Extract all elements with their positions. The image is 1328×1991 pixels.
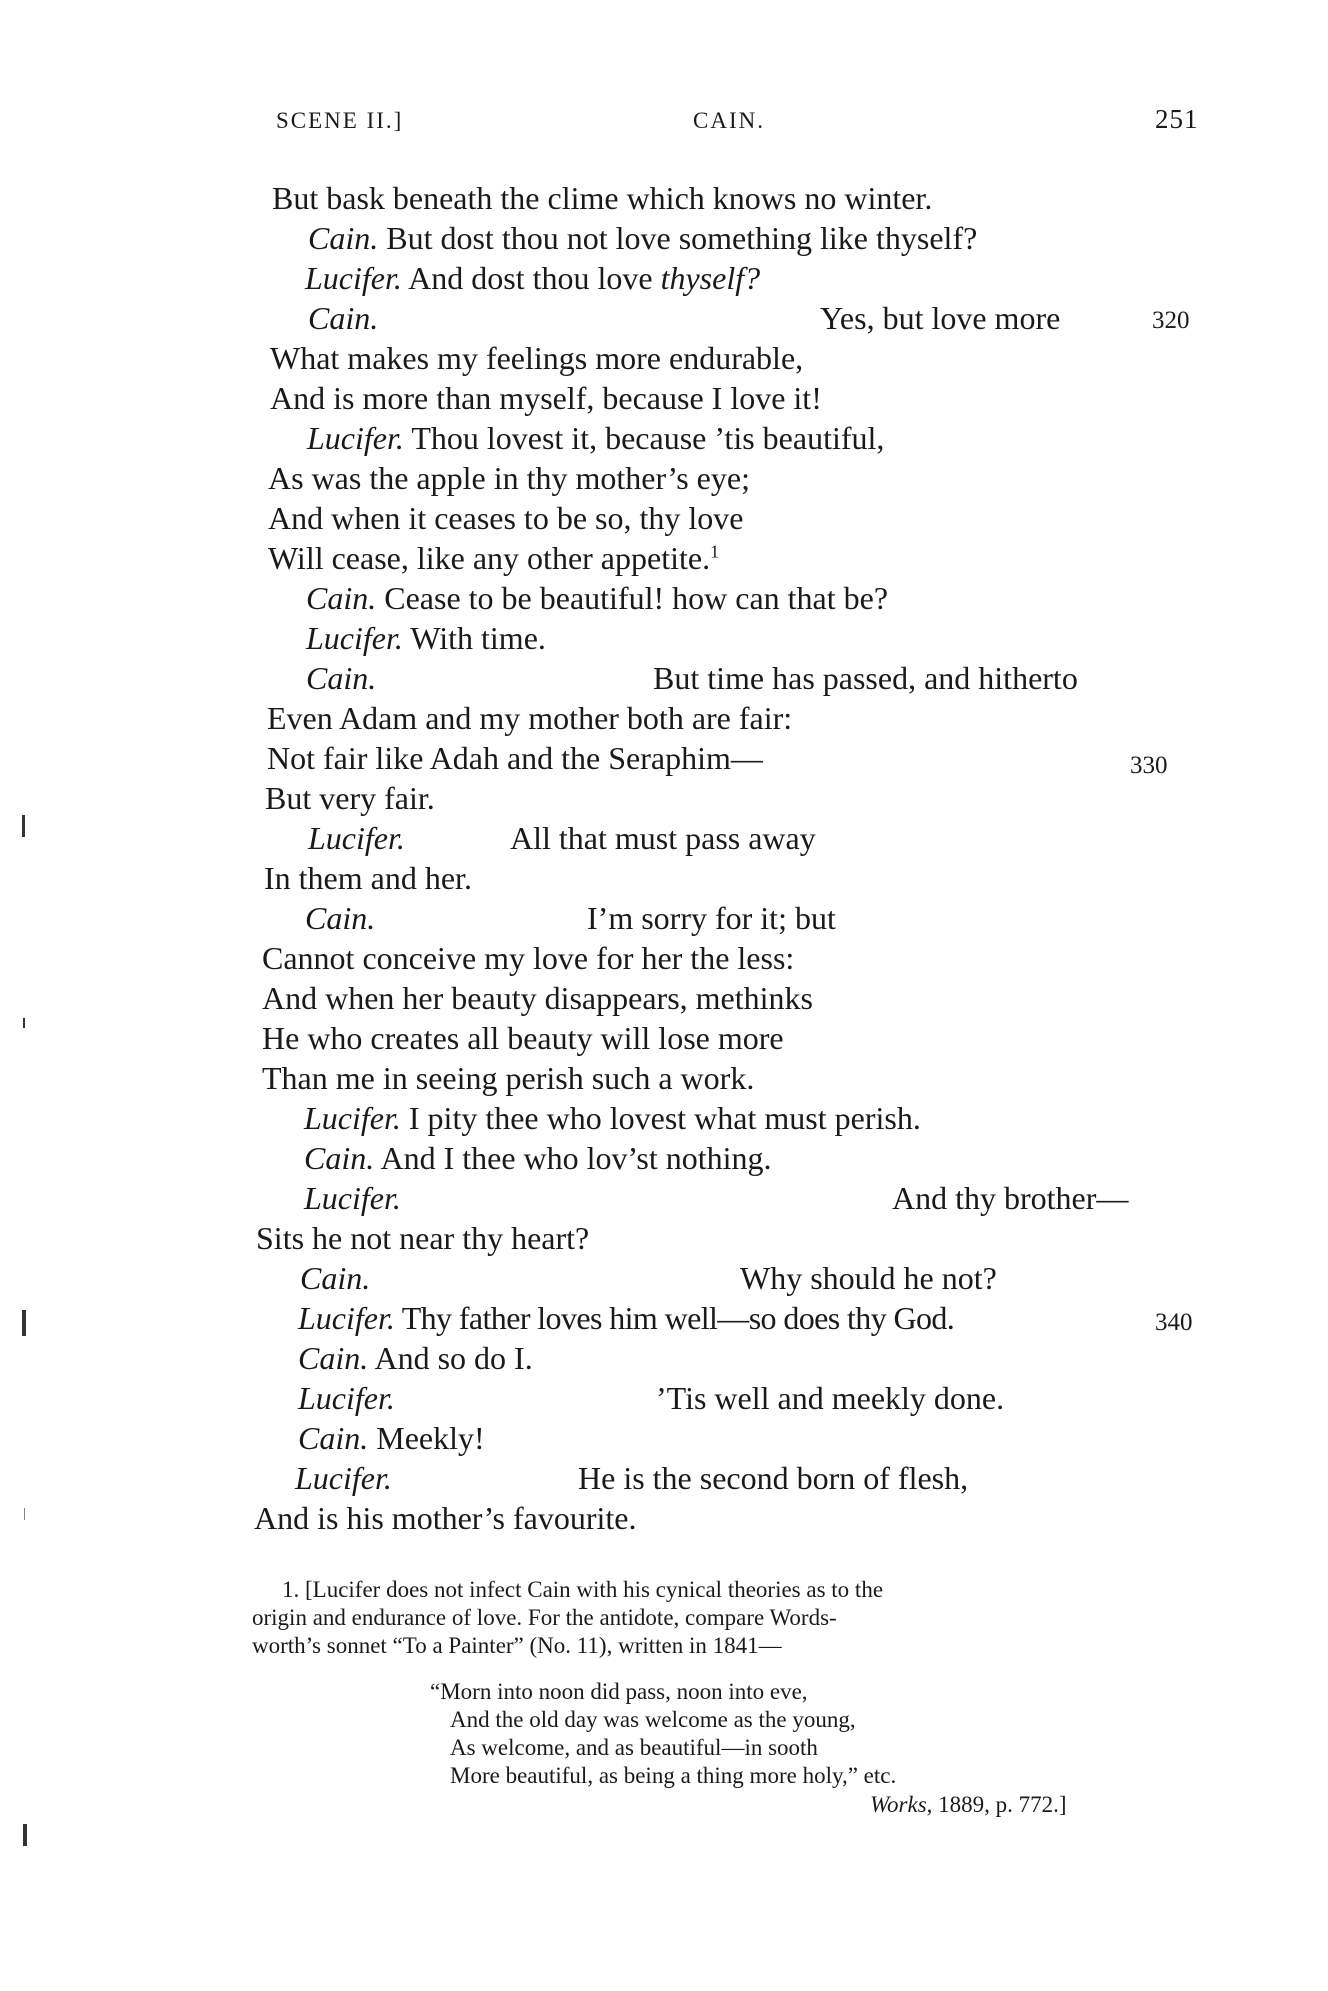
scan-speck: [22, 1310, 26, 1336]
speaker-name: Lucifer.: [304, 1180, 401, 1216]
line-number: 320: [1152, 307, 1190, 334]
verse-line-continuation: Yes, but love more: [820, 300, 1061, 336]
footnote-line: origin and endurance of love. For the antidote, compare Words-: [252, 1605, 837, 1630]
verse-line: Lucifer. Thou lovest it, because ’tis beautiful,: [307, 420, 885, 456]
verse-line: [298, 1382, 395, 1414]
quote-line: And the old day was welcome as the young,: [450, 1707, 856, 1732]
scan-speck: [23, 1018, 25, 1028]
verse-line: [308, 822, 405, 854]
verse-line-continuation: All that must pass away: [510, 820, 816, 856]
speaker-name: Cain.: [304, 1140, 375, 1176]
speaker-name: Cain.: [300, 1260, 371, 1296]
speaker-name: Cain.: [308, 300, 379, 336]
line-number: 340: [1155, 1309, 1193, 1336]
verse-line: Will cease, like any other appetite.$^1$: [268, 540, 720, 576]
verse-line: Lucifer. And dost thou love thyself?: [305, 260, 761, 296]
page-number: 251: [1155, 104, 1199, 134]
speaker-name: Lucifer.: [308, 820, 405, 856]
speaker-name: Cain.: [305, 900, 376, 936]
verse-line: In them and her.: [264, 860, 472, 896]
quote-line: As welcome, and as beautiful—in sooth: [450, 1735, 818, 1760]
verse-line: And is more than myself, because I love it!: [270, 380, 822, 416]
verse-line: What makes my feelings more endurable,: [270, 340, 804, 376]
speaker-name: Lucifer.: [298, 1380, 395, 1416]
scan-speck: [22, 815, 25, 837]
running-head-scene: SCENE II.]: [276, 108, 404, 133]
verse-line: Sits he not near thy heart?: [256, 1220, 590, 1256]
footnote-line: worth’s sonnet “To a Painter” (No. 11), written in 1841—: [252, 1633, 782, 1658]
verse-line-continuation: I’m sorry for it; but: [587, 900, 836, 936]
emphasis-text: thyself?: [660, 260, 761, 296]
speaker-name: Cain.: [298, 1340, 369, 1376]
verse-line-continuation: Why should he not?: [740, 1260, 997, 1296]
verse-line: Cain. And I thee who lov’st nothing.: [304, 1140, 772, 1176]
speaker-name: Cain.: [298, 1420, 369, 1456]
verse-line: Cain. Meekly!: [298, 1420, 485, 1456]
verse-line: Even Adam and my mother both are fair:: [267, 700, 793, 736]
speaker-name: Lucifer.: [307, 420, 404, 456]
verse-line: [295, 1462, 392, 1494]
scan-speck: [24, 1508, 25, 1520]
verse-line: Lucifer. With time.: [306, 620, 546, 656]
verse-line: Cannot conceive my love for her the less:: [262, 940, 795, 976]
verse-line: Lucifer. Thy father loves him well—so does thy God.: [298, 1300, 955, 1336]
quote-line: “Morn into noon did pass, noon into eve,: [430, 1679, 808, 1704]
citation: Works, 1889, p. 772.]: [870, 1792, 1067, 1817]
footnote-ref: 1: [710, 541, 720, 562]
verse-line: Cain. Cease to be beautiful! how can that be?: [306, 580, 889, 616]
verse-line: Not fair like Adah and the Seraphim—: [267, 740, 763, 776]
line-number: 330: [1130, 752, 1168, 779]
verse-line: Cain. But dost thou not love something like thyself?: [308, 220, 978, 256]
speaker-name: Lucifer.: [305, 260, 402, 296]
footnote-line: 1. [Lucifer does not infect Cain with his cynical theories as to the: [282, 1577, 884, 1602]
verse-line: Lucifer. I pity thee who lovest what must perish.: [304, 1100, 921, 1136]
verse-line: And is his mother’s favourite.: [254, 1500, 637, 1536]
verse-line: [305, 902, 375, 934]
citation-work: Works: [870, 1792, 927, 1817]
scan-speck: [23, 1824, 27, 1846]
verse-line-continuation: He is the second born of flesh,: [578, 1460, 969, 1496]
verse-line: He who creates all beauty will lose more: [262, 1020, 784, 1056]
verse-line: [308, 302, 378, 334]
verse-line: Than me in seeing perish such a work.: [262, 1060, 755, 1096]
verse-line-continuation: But time has passed, and hitherto: [653, 660, 1078, 696]
speaker-name: Lucifer.: [298, 1300, 395, 1336]
verse-line: Cain. And so do I.: [298, 1340, 533, 1376]
verse-line-continuation: And thy brother—: [892, 1180, 1129, 1216]
verse-line: [304, 1182, 401, 1214]
verse-line: And when it ceases to be so, thy love: [268, 500, 744, 536]
verse-line: But bask beneath the clime which knows no winter.: [272, 180, 933, 216]
speaker-name: Lucifer.: [304, 1100, 401, 1136]
speaker-name: Lucifer.: [295, 1460, 392, 1496]
verse-line: [300, 1262, 370, 1294]
quote-line: More beautiful, as being a thing more holy,” etc.: [450, 1763, 897, 1788]
verse-line: But very fair.: [265, 780, 435, 816]
speaker-name: Cain.: [308, 220, 379, 256]
running-head-title: CAIN.: [693, 108, 765, 133]
verse-line: And when her beauty disappears, methinks: [262, 980, 813, 1016]
speaker-name: Lucifer.: [306, 620, 403, 656]
speaker-name: Cain.: [306, 660, 377, 696]
verse-line-continuation: ’Tis well and meekly done.: [656, 1380, 1005, 1416]
verse-line: As was the apple in thy mother’s eye;: [268, 460, 750, 496]
speaker-name: Cain.: [306, 580, 377, 616]
verse-line: [306, 662, 376, 694]
